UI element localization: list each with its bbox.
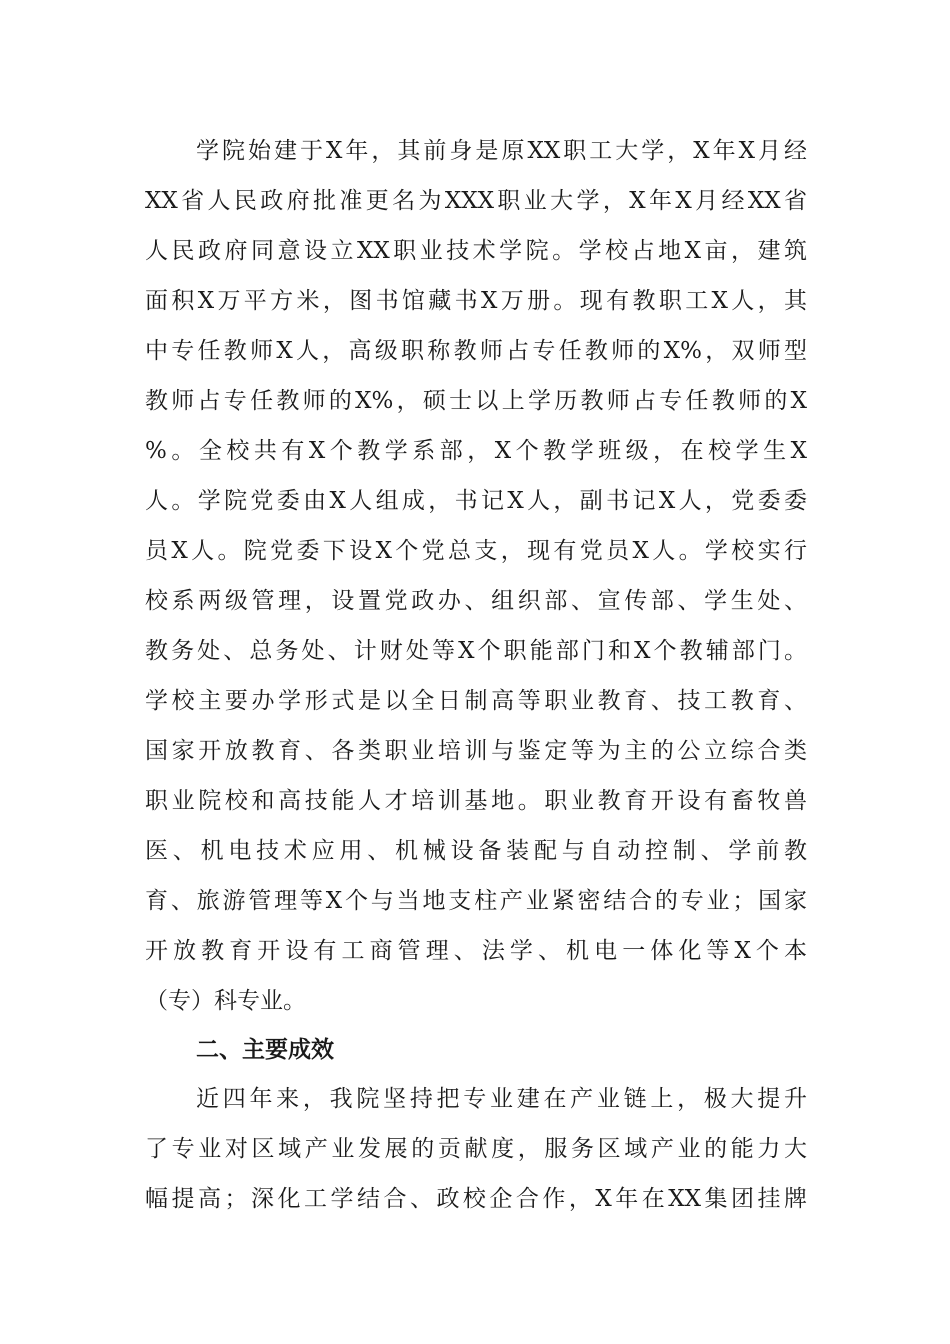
paragraph-line: 国家开放教育、各类职业培训与鉴定等为主的公立综合类 [145, 738, 807, 764]
paragraph-line: 员X人。院党委下设X个党总支，现有党员X人。学校实行 [145, 538, 807, 564]
paragraph-line: 幅提高；深化工学结合、政校企合作，X年在XX集团挂牌 [145, 1186, 807, 1212]
paragraph-line: 医、机电技术应用、机械设备装配与自动控制、学前教 [145, 838, 807, 864]
paragraph-line: 职业院校和高技能人才培训基地。职业教育开设有畜牧兽 [145, 788, 807, 814]
paragraph-line: 教务处、总务处、计财处等X个职能部门和X个教辅部门。 [145, 638, 807, 664]
paragraph-main-achievements [145, 1074, 807, 1224]
paragraph-line: 学院始建于X年，其前身是原XX职工大学，X年X月经 [196, 138, 807, 164]
paragraph-line: 学校主要办学形式是以全日制高等职业教育、技工教育、 [145, 688, 807, 714]
paragraph-line: 面积X万平方米，图书馆藏书X万册。现有教职工X人，其 [145, 288, 807, 314]
paragraph-line: （专）科专业。 [145, 988, 306, 1014]
paragraph-line: XX省人民政府批准更名为XXX职业大学，X年X月经XX省 [145, 188, 807, 214]
paragraph-line: 了专业对区域产业发展的贡献度，服务区域产业的能力大 [145, 1136, 807, 1162]
paragraph-line: 育、旅游管理等X个与当地支柱产业紧密结合的专业；国家 [145, 888, 807, 914]
paragraph-line: 校系两级管理，设置党政办、组织部、宣传部、学生处、 [145, 588, 807, 614]
paragraph-line: 人民政府同意设立XX职业技术学院。学校占地X亩，建筑 [145, 238, 807, 264]
paragraph-line: %。全校共有X个教学系部，X个教学班级，在校学生X [145, 438, 807, 464]
paragraph-line: 中专任教师X人，高级职称教师占专任教师的X%，双师型 [145, 338, 807, 364]
paragraph-line: 开放教育开设有工商管理、法学、机电一体化等X个本 [145, 938, 807, 964]
document-page [145, 126, 807, 1224]
paragraph-line: 近四年来，我院坚持把专业建在产业链上，极大提升 [196, 1086, 807, 1112]
paragraph-line: 教师占专任教师的X%，硕士以上学历教师占专任教师的X [145, 388, 807, 414]
paragraph-line: 人。学院党委由X人组成，书记X人，副书记X人，党委委 [145, 488, 807, 514]
section-heading: 二、主要成效 [196, 1037, 334, 1063]
paragraph-school-overview [145, 126, 807, 1026]
